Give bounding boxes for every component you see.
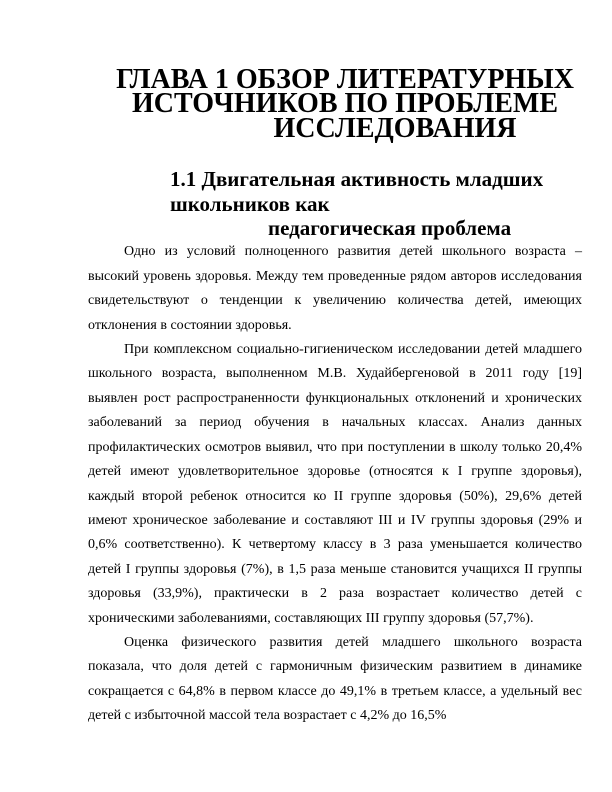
- paragraph-1: Одно из условий полноценного развития детей школьного возраста – высокий уровень здоровья. Между тем проведенные рядом авторов исследования свидетельствуют о тенденции к увеличению количества детей, имеющих отклонения в состоянии здоровья.: [88, 244, 582, 333]
- chapter-title-line-2: ИССЛЕДОВАНИЯ: [273, 112, 517, 144]
- chapter-title-line-1: ГЛАВА 1 ОБЗОР ЛИТЕРАТУРНЫХ ИСТОЧНИКОВ ПО ПРОБЛЕМЕ: [116, 64, 574, 120]
- paragraph-3: Оценка физического развития детей младшего школьного возраста показала, что доля детей с гармоничным физическим развитием в динамике сокращается с 64,8% в первом классе до 49,1% в третьем классе, а удельный вес детей с избыточной массой тела возрастает с 4,2% до 16,5%: [88, 634, 582, 724]
- paragraph-2: При комплексном социально-гигиеническом исследовании детей младшего школьного возраста, выполненном М.В. Худайбергеновой в 2011 году [19] выявлен рост распространенности функциональных отклонений и хронических заболеваний за период обучения в начальных классах. Анализ данных профилактических осмотров выявил, что при поступлении в школу только 20,4% детей имеют удовлетворительное здоровье (относятся к I группе здоровья), каждый второй ребенок относится ко II группе здоровья (50%), 29,6% детей имеют хроническое заболевание и составляют III и IV группы здоровья (29% и 0,6% соответственно). К четвертому классу в 3 раза уменьшается количество детей I группы здоровья (7%), в 1,5 раза меньше становится учащихся II группы здоровья (33,9%), практически в 2 раза возрастает количество детей с хроническими заболеваниями, составляющих III группу здоровья (57,7%).: [88, 342, 582, 626]
- section-title-line-2: педагогическая проблема: [268, 216, 512, 241]
- body-text: [88, 240, 582, 728]
- section-title-line-1: 1.1 Двигательная активность младших школьников как: [170, 167, 544, 216]
- section-title: [88, 167, 582, 240]
- chapter-title: [88, 64, 582, 144]
